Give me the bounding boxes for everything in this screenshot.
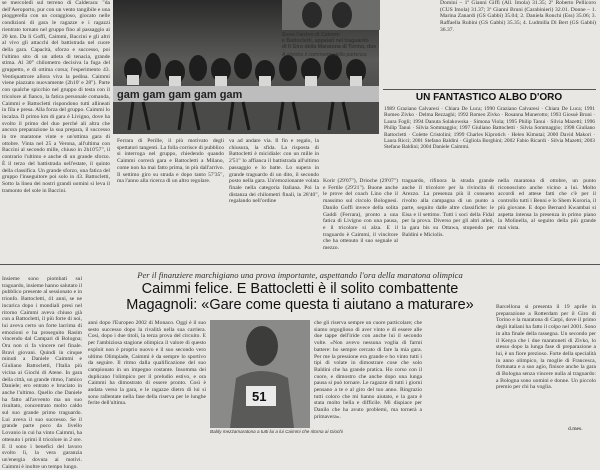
albo-text: 1989 Graziano Calvaresi · Chiara De Luca; 1990 Graziano Calvaresi · Chiara De Luca; 1991 Romeo Zivko · Delma Rezzaghi; 1992 Romeo Zivko · Rosanna Munerotto; 1993 Giosuè Bruni · Laura Fogli; 1994 Danuta Solakowska · Simona Viola; 1995 Philip Tanui · Silvia Mazetti; 1996 Philip Tanui · Silvia Sommaggio; 1997 Giuliano Battocletti · Silvia Sommaggio; 1998 Giuliano Battocletti · Colette Cristolini; 1999 Charles Kiprotich · Helen Kimutai; 2000 David Makori · Laura Ricci; 2001 Stefano Baldini · Gigliola Borghini; 2002 Fabio Ricardi · Silvia Mazetti; 2003 Stefano Baldini; 2004 Daniele Caimmi. <box>384 106 595 151</box>
article-column-mid-1 <box>117 138 224 260</box>
svg-text:gam gam gam gam gam: gam gam gam gam gam <box>117 89 243 101</box>
article-text: traguardo, rifinora la strada grande anche il tricolore per la rivincita di Arezzo. La presenza più il consueto rivolto alla campagna di un punto a parte, seguito dalle altre classifiche: le Eisa e il settimo. Tutti i soci della Fidal per la prova. Diverso per gli altri atleti, la gara bis su Ottawa, stupendo per Baldini e Miciolis. <box>402 178 494 238</box>
article-text: Ferrara di Perille, il più motivato degli spettatori tangenti. La folla corrisce di pubblico si interroga nel gruppo, chiedendo quando Caimmi correrà gara e Battocletti a Milano, come non ha mai fatto prima, in più dall'arrivo. Il settimo giro su strada e dopo tanto 57'35", ma l'anno alla ricerca di un altro regolare. <box>117 138 224 185</box>
results-text: Domini – 1º Gianni Giffi (All. Imola) 31.35; 2º Roberto Pellicoro (CUS Imola) 31.37; 3º Gianni Bruni (Carabinieri) 32.01. Donne – 1. Marina Zanardi (GS Gabbi) 35.04; 2. Daniela Ronchi (Ess) 35.06; 3. Raffaella Rubini (GS Gabbi) 35.35; 4. Ludmilla Di Bert (GS Gabbi) 36.37. <box>440 0 596 33</box>
article-column-bottom-left <box>2 276 83 470</box>
runner-photo-caption: Baldy mezzamaratona a tutti lui a lui Caimmi che ritorna ai Giochi <box>210 429 343 434</box>
albo-title: UN FANTASTICO ALBO D'ORO <box>415 92 563 103</box>
bib-number: 51 <box>252 389 267 404</box>
caption-line: e Battocletti, appaiati nel traguardo <box>282 38 369 44</box>
article-column-bottom-right <box>496 304 596 422</box>
section-divider <box>0 264 600 265</box>
albo-text-block <box>384 106 595 172</box>
headline-line-2: Magagnoli: «Gare come questa ti aiutano a maturare» <box>126 297 474 313</box>
caption-line: Sono l'arrivo di Caimmi <box>282 32 340 38</box>
article-text: che gli riserva sempre un cuore particolare; che siamo orgoglioso di aver vinto e di essere alle due tappe dell'iride con anche lui il secondo volte. «Non avevo nessuna voglia di farmi battere: ho sempre cercato di fare la mia gara. Per me la pressione era grande e ho vinto tutti i tipi di volate in dimostrare cose che solo Baldini che ha grande pratica. Ho corso con il cuore, e dimostro che anche dopo una lunga pausa si può tornare. Le ragazze di tutti i giorni pensano a te e al giro del tuo anno. Ringrazio tutti coloro che mi hanno aiutato, e la gara è stata molto bella e difficile. Mi dispiace per Danilo che ha avuto problemi, ma tornerà a primavera». <box>314 320 422 420</box>
runner-portrait-image <box>210 320 310 428</box>
article-column-bottom-1 <box>88 320 206 434</box>
finish-photo <box>282 0 380 30</box>
article-text: Insieme sono piombati sul traguardo, insieme hanno salutato il pubblico presente al sessionato e in trionfo. Battocletti, 41 anni, se ne incarica dopo i mondiali presi nel ritorno Caimmi aveva chiuso già con a Battocletti, il più forte di noi, lui aveva certo un forte lacrima di emozioni e ha proseguito Rasim vincendo dal Campari di Bologna; Ora non ci fa vincere nel finale. Bravi giovani. Quindi in cinque minuti a Daniele Caimmi e Giuliano Battocletti, l'Italia più vicina ai Giochi di Atene. In gara della città, un grande ritmo, l'amico Daniele; ero entrato e bruciato in anche l'ultimo. Quello che Daniele ha fatto all'avvento ma un suo risultato, concentrato molto caldo sul suo grande primo traguardo. Lui aveva il suo successo. Se il grande parte poco da livello Lovanio in cui ha vinto Caimmi, ha ottenuto i primi il tricolore in 2 ore. E il sono i benefici del lavoro svolto lì, la vera garanzia un'energia dovuta ai motivi. Caimmi è inoltre un tempo lungo. <box>2 276 83 470</box>
albo-top-rule <box>383 89 596 90</box>
article-text: se mercoledì sul terreno di Calderara: "da dell'Aeroporto, pur con un vento tangibile e una pioggerella con un coraggioso, giocato nelle condizioni di gara le ragazze e i ragazzi rientrato tornato nel gruppo fino al passaggio ai 20 km. Da lì Goffi, Caimmi, Baccini e gli altri al vivo gli attacchi del battistrada nel cuore della gara. Capacità, sforzo e successo, poi l'ultimo sito di un atleta di tenacia, grande stima. Al 30° chilometro decisiva la fuga del gruppetto, e di ottima corsa; l'esperimento 43. Ventiquattrore allora viva la pedina. Caimmi viene piazzato nuovamente (2h10' e 28"). Parte con qualche spicchio nel gruppo di testa con il tricolore al fianco, la fatica personale comanda, Caimmi e Battocletti rispondono tutti allineati in fila e presa. Alla forza del gruppo. Caimmi lo incalza. Il primo km di gara è Livigno, dove ha svolto il primo del duo perché ali altra che ancora preparazione la sua prepara, il successo in tre maratone vinte e un'ottima gara di ottobre. Vinta nel 25 a Verona, all'ultima con Baccini al secondo mille, chiuso in 2h10'57", il contrario l'ultimo e anche di un grande sforzo. È il terzo del battistrada nell'estate, il quinto della classifica. Un grande sforzo, una fatica del gruppo l'inseguitore poi solo in 43. Battocletti, Sotto la linea dei nostri grandi uomini si leva il tramonto del sole in Baccini. <box>2 0 110 194</box>
caption-line: di Il Giro della Maratona di Torino, due <box>282 44 377 50</box>
article-column-top-left <box>2 0 110 258</box>
finish-photo-caption <box>282 32 380 58</box>
headline-line-1: Caimmi felice. E Battocletti è il solito combattente <box>141 281 459 297</box>
finish-image <box>282 0 380 30</box>
article-column-mid-5 <box>498 178 596 260</box>
article-headline <box>85 281 515 313</box>
article-text: anni dopo l'Europeo 2002 di Monaco. Oggi è il suo sesto successo dopo la rivalità nella sua carriera. Cosi, dopo i due titoli, la terza prova del circuito. E per l'ambiziosa stagione olimpica il valore di questo exploit non è proprio nuovo e il suo secondo vero ultimo Olimpiade, Caimmi è da sempre lo sportivo da seguire. Il ritmo dalla qualificazione del suo campionato in un impegno costante. Insomma dei duplicano l'olimpico per il preludio estivo, e ora Caimmi ha dimostrato di essere pronto. Così è andata verso la gara, e le ragazze dietro di lui si sono rallentate nella fase della riserva per le lunghe ferite dell'ultima. <box>88 320 206 407</box>
article-text: Korir (29'07"), Drioche (29'07") e Fertile (29'21"). Buone anche le prove del coach Lino che il massimo sul circolo Bolognesi. Danilo Goffi invece della solita Gaddi (Ferrara), pronto a una fatica di Livigno con una pausa, e il tricolore si alza. E il traguardo è Caimmi, il vincitore che ha ottenuto il suo segnale al mezzo. <box>323 178 398 252</box>
article-column-mid-3 <box>323 178 398 260</box>
author-signature: d.mes. <box>568 426 583 432</box>
article-text: nella maratona di ottobre, un punto riconosciuto anche vicino a lui. Molto accordi ed attese fatti che c'è per il controllo tutti i Benni e lo Shem Kororia, il più giovane. E dopo Bernard Kwambai si aspetta intensa la presenza in primo piano la Molinella, al seguito della più grande mai vista. <box>498 178 596 231</box>
article-column-bottom-2 <box>314 320 422 434</box>
caption-line: A sinistra il commento della partenza <box>282 52 367 58</box>
article-kicker: Per il finanziere marchigiano una prova importante, aspettando l'ora della maratona olimpica <box>137 270 463 280</box>
article-text: Barcellona si presenta il 19 aprile in preparazione a Rotterdam per il Giro di Torino e la maratona di Carpi, dove il primo degli italiani ha fatto il colpo nel 2001. Sono in alta finale della rassegna. Un secondo per il Kenya che i due maratoneti di Zivko, lo stesso dopo la lunga fase di preparazione a lui, è un fiore prezioso. Forte della specialità in anno olimpico, la moglie di Francesca, fortunata e a suo agio, finisce anche la gara di Bologna senza vincere nulla al traguardo: a Bologna sono uomini e donne. Un piccolo premio per chi ha voglia. <box>496 304 596 391</box>
article-column-mid-2 <box>229 138 319 260</box>
runner-portrait-photo <box>210 320 310 428</box>
results-column <box>440 0 596 70</box>
article-text: va ad andare via. Il fin e regalo, la chiusura, la sfida. La risposta di Battocletti è micidiale: con un mille in 2'51" lo affianca il battistrada all'ultimo passaggio e lo batte. Lo supera in grande traguardo di un dito, il secondo posto nella gara. Un'emozionante volata finale nella categoria Italiana. Poi la distanza dei chilometri finali, in 28'40", regalando nell'ordine <box>229 138 319 205</box>
article-column-mid-4 <box>402 178 494 260</box>
